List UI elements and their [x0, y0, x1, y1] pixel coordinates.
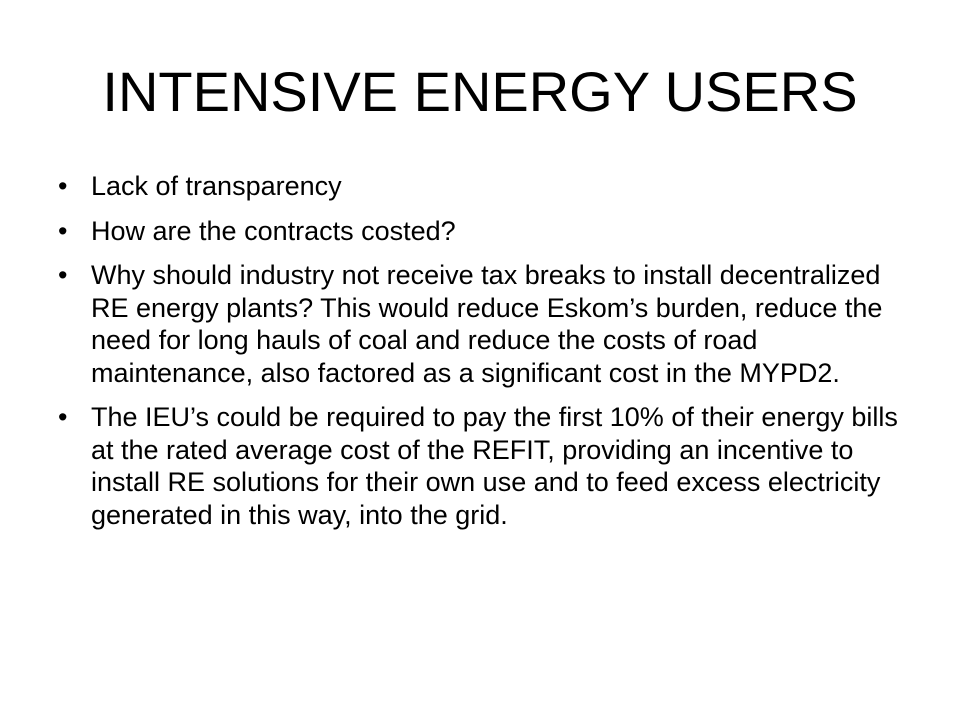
bullet-icon: •: [58, 402, 68, 432]
bullet-list: [58, 170, 898, 543]
bullet-item: [58, 259, 898, 389]
bullet-text: Lack of transparency: [91, 171, 342, 201]
bullet-text: Why should industry not receive tax breaks to install decentralized RE energy plants? This would reduce Eskom’s burden, reduce the need for long hauls of coal and reduce the costs of road maintenance, also factored as a significant cost in the MYPD2.: [91, 260, 883, 388]
bullet-item: [58, 401, 898, 531]
slide-title: INTENSIVE ENERGY USERS: [102, 60, 858, 123]
bullet-text: How are the contracts costed?: [91, 215, 456, 246]
bullet-icon: •: [58, 260, 68, 290]
bullet-item: [58, 170, 898, 203]
bullet-icon: •: [58, 171, 68, 201]
bullet-text: The IEU’s could be required to pay the first 10% of their energy bills at the rated average cost of the REFIT, providing an incentive to install RE solutions for their own use and to feed excess electricity generated in this way, into the grid.: [91, 402, 898, 530]
bullet-item: [58, 215, 898, 248]
bullet-icon: •: [58, 215, 68, 246]
